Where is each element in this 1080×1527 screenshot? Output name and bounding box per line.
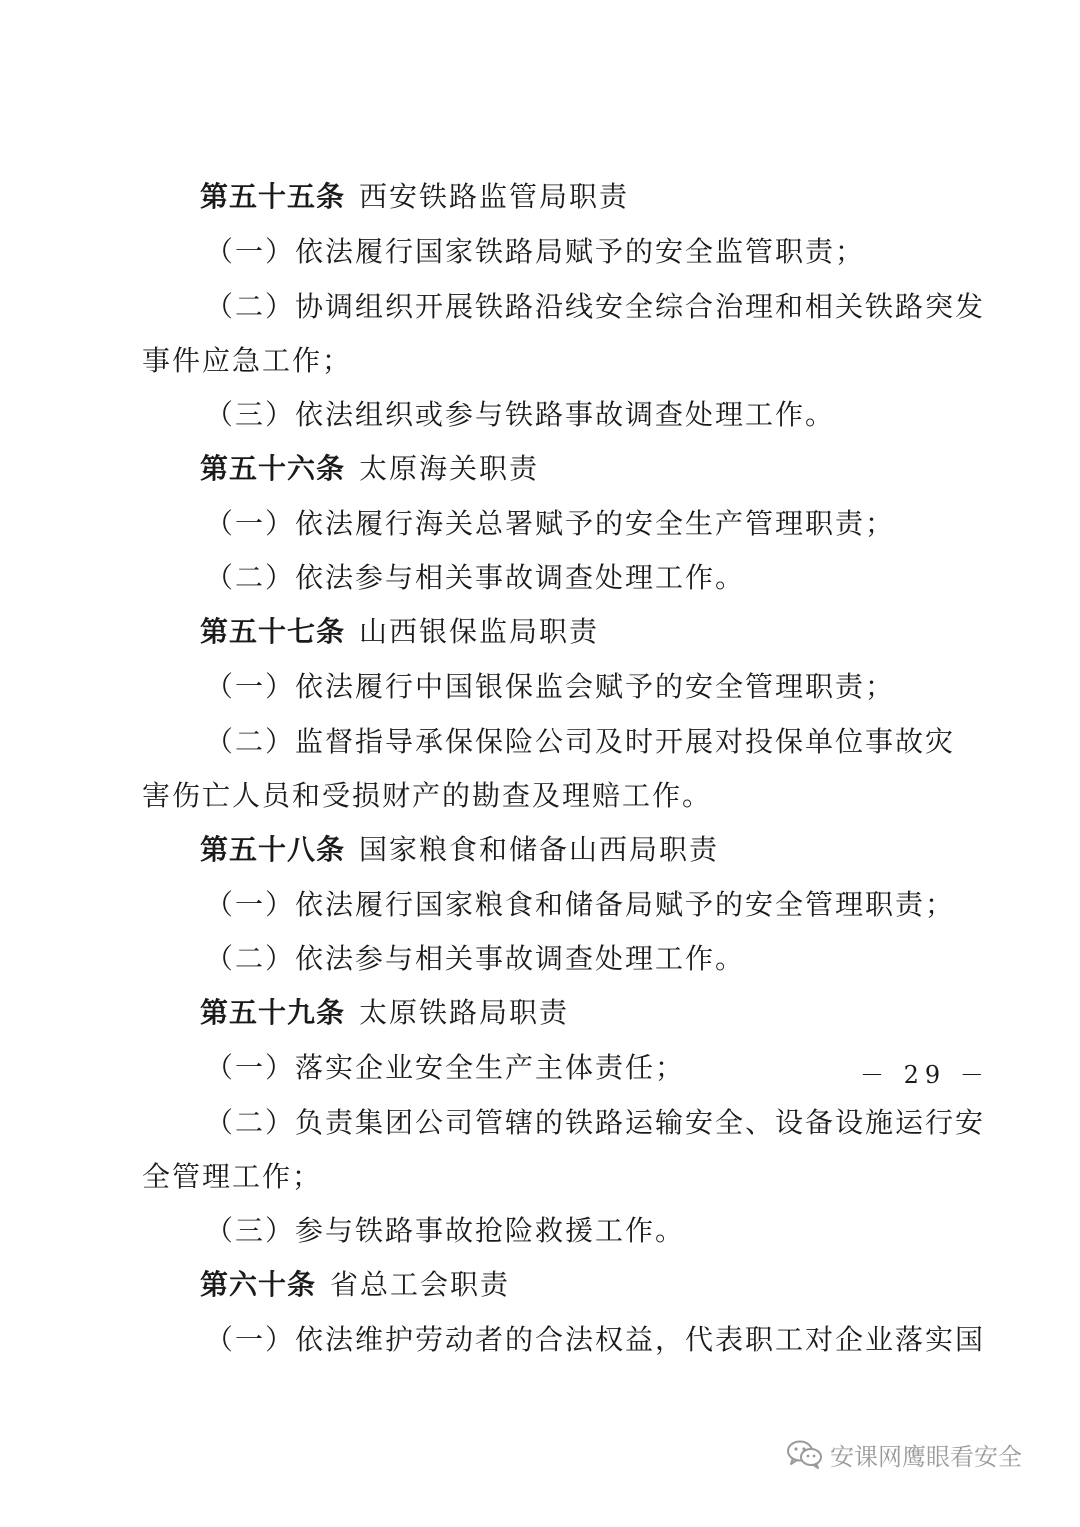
- paragraph-line: 全管理工作；: [142, 1160, 323, 1193]
- paragraph-line: （二）依法参与相关事故调查处理工作。: [205, 942, 746, 975]
- watermark: [786, 1434, 1022, 1474]
- paragraph-line: （二）协调组织开展铁路沿线安全综合治理和相关铁路突发: [205, 290, 986, 323]
- paragraph-line: （二）监督指导承保保险公司及时开展对投保单位事故灾: [205, 725, 956, 758]
- page-number: － 29 －: [860, 1061, 990, 1089]
- paragraph-line: （二）依法参与相关事故调查处理工作。: [205, 561, 746, 594]
- article-56-heading: [200, 449, 942, 489]
- article-number: 第五十九条: [200, 996, 346, 1029]
- wechat-icon: [786, 1439, 824, 1469]
- article-title: 太原海关职责: [359, 452, 540, 485]
- paragraph-line: 害伤亡人员和受损财产的勘查及理赔工作。: [142, 779, 713, 812]
- article-55-heading: [200, 177, 942, 217]
- paragraph-line: （一）依法履行中国银保监会赋予的安全管理职责；: [205, 670, 896, 703]
- article-58-heading: [200, 830, 942, 870]
- paragraph-line: 事件应急工作；: [142, 344, 353, 377]
- article-title: 国家粮食和储备山西局职责: [359, 833, 720, 866]
- article-57-heading: [200, 612, 942, 652]
- article-number: 第五十六条: [200, 452, 346, 485]
- article-60-heading: [200, 1265, 942, 1305]
- paragraph-line: （一）依法履行海关总署赋予的安全生产管理职责；: [205, 507, 896, 540]
- article-number: 第五十七条: [200, 615, 346, 648]
- paragraph-line: （三）依法组织或参与铁路事故调查处理工作。: [205, 398, 836, 431]
- paragraph-line: （二）负责集团公司管辖的铁路运输安全、设备设施运行安: [205, 1106, 986, 1139]
- article-title: 山西银保监局职责: [359, 615, 600, 648]
- article-number: 第五十五条: [200, 180, 346, 213]
- watermark-text: 安课网鹰眼看安全: [830, 1442, 1022, 1471]
- article-title: 西安铁路监管局职责: [359, 180, 630, 213]
- article-title: 省总工会职责: [330, 1268, 511, 1301]
- article-number: 第五十八条: [200, 833, 346, 866]
- paragraph-line: （一）依法维护劳动者的合法权益，代表职工对企业落实国: [205, 1323, 986, 1356]
- paragraph-line: （一）落实企业安全生产主体责任；: [205, 1051, 686, 1084]
- article-number: 第六十条: [200, 1268, 317, 1301]
- paragraph-line: （一）依法履行国家铁路局赋予的安全监管职责；: [205, 235, 866, 268]
- paragraph-line: （三）参与铁路事故抢险救援工作。: [205, 1214, 686, 1247]
- article-title: 太原铁路局职责: [359, 996, 570, 1029]
- article-59-heading: [200, 993, 942, 1033]
- paragraph-line: （一）依法履行国家粮食和储备局赋予的安全管理职责；: [205, 888, 956, 921]
